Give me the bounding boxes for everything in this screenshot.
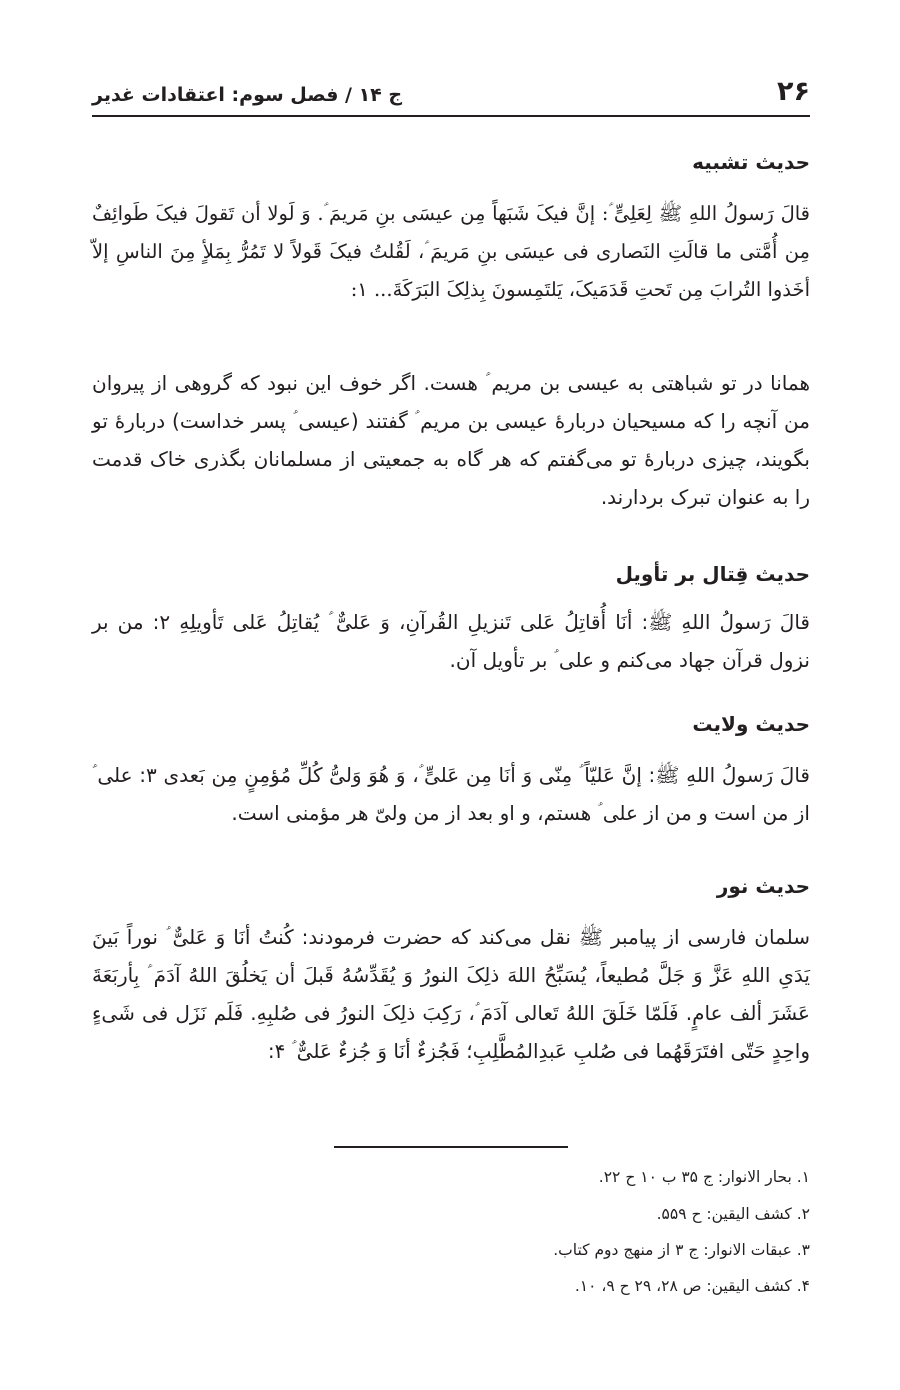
hadith-velayat: قالَ رَسولُ اللهِ ﷺ: إنَّ عَلیّاً ؑ مِنّی وَ أنَا مِن عَلیٍّ ؑ، وَ هُوَ وَلیُّ کُلِّ مُؤمِنٍ مِن بَعدی ۳: علی ؑ از من است و من از علی ؑ هستم، و او بعد از من ولیّ هر مؤمنی است. bbox=[92, 763, 810, 825]
hadith-nur: سلمان فارسی از پیامبر ﷺ نقل می‌کند که حضرت فرمودند: کُنتُ أنَا وَ عَلیٌّ ؑ نوراً بَینَ یَدَیِ اللهِ عَزَّ وَ جَلَّ مُطیعاً، یُسَبِّحُ اللهَ ذلِکَ النورُ وَ یُقَدِّسُهُ قَبلَ أن یَخلُقَ اللهُ آدَمَ ؑ بِأربَعَةَ عَشَرَ ألف عامٍ. فَلَمّا خَلَقَ اللهُ تَعالی آدَمَ ؑ، رَکِبَ ذلِکَ النورُ فی صُلبِهِ. فَلَم نَزَل فی شَیءٍ واحِدٍ حَتّی افتَرَقَهُما فی صُلبِ عَبدِالمُطَّلِبِ؛ فَجُزءٌ أنَا وَ جُزءٌ عَلیٌّ ؑ ۴: bbox=[92, 925, 810, 1063]
section-heading-qital: حدیث قِتال بر تأویل bbox=[615, 562, 810, 586]
footnote-4: ۴. کشف الیقین: ص ۲۸، ۲۹ ح ۹، ۱۰. bbox=[574, 1277, 810, 1295]
page-number: ۲۶ bbox=[777, 76, 810, 107]
page-header bbox=[92, 70, 810, 114]
hadith-arabic-tashbih: قالَ رَسولُ اللهِ ﷺ لِعَلِیٍّ ؑ: إنَّ فیکَ شَبَهاً مِن عیسَی بنِ مَریمَ ؑ. وَ لَولا أن تَقولَ فیکَ طَوائِفٌ مِن أُمَّتی ما قالَتِ النَصاری فی عیسَی بنِ مَریمَ ؑ، لَقُلتُ فیکَ قَولاً لا تَمُرُّ بِمَلأٍ مِنَ الناسِ إلاّ أخَذوا التُرابَ مِن تَحتِ قَدَمَیکَ، یَلتَمِسونَ بِذلِکَ البَرَکَةَ... ۱: bbox=[92, 202, 810, 301]
section-heading-tashbih: حدیث تشبیه bbox=[692, 150, 810, 174]
hadith-qital: قالَ رَسولُ اللهِ ﷺ: أنَا أُقاتِلُ عَلی تَنزیلِ القُرآنِ، وَ عَلیٌّ ؑ یُقاتِلُ عَلی تَأویلِهِ ۲: من بر نزول قرآن جهاد می‌کنم و علی ؑ بر تأویل آن. bbox=[92, 610, 810, 672]
section-heading-nur: حدیث نور bbox=[716, 874, 810, 898]
footnote-1: ۱. بحار الانوار: ج ۳۵ ب ۱۰ ح ۲۲. bbox=[598, 1168, 810, 1186]
footnote-2: ۲. کشف الیقین: ح ۵۵۹. bbox=[656, 1205, 810, 1223]
section-heading-velayat: حدیث ولایت bbox=[692, 712, 810, 736]
footnote-rule bbox=[334, 1146, 568, 1148]
running-title: ج ۱۴ / فصل سوم: اعتقادات غدیر bbox=[92, 84, 403, 106]
translation-tashbih: همانا در تو شباهتی به عیسی بن مریم ؑ هست. اگر خوف این نبود که گروهی از پیروان من آنچه را که مسیحیان دربارهٔ عیسی بن مریم ؑ گفتند (عیسی ؑ پسر خداست) دربارهٔ تو بگویند، چیزی دربارهٔ تو می‌گفتم که هر گاه به جمعیتی از مسلمانان بگذری خاک قدمت را به عنوان تبرک بردارند. bbox=[92, 371, 810, 509]
footnote-3: ۳. عبقات الانوار: ج ۳ از منهج دوم کتاب. bbox=[553, 1241, 810, 1259]
header-rule bbox=[92, 115, 810, 117]
